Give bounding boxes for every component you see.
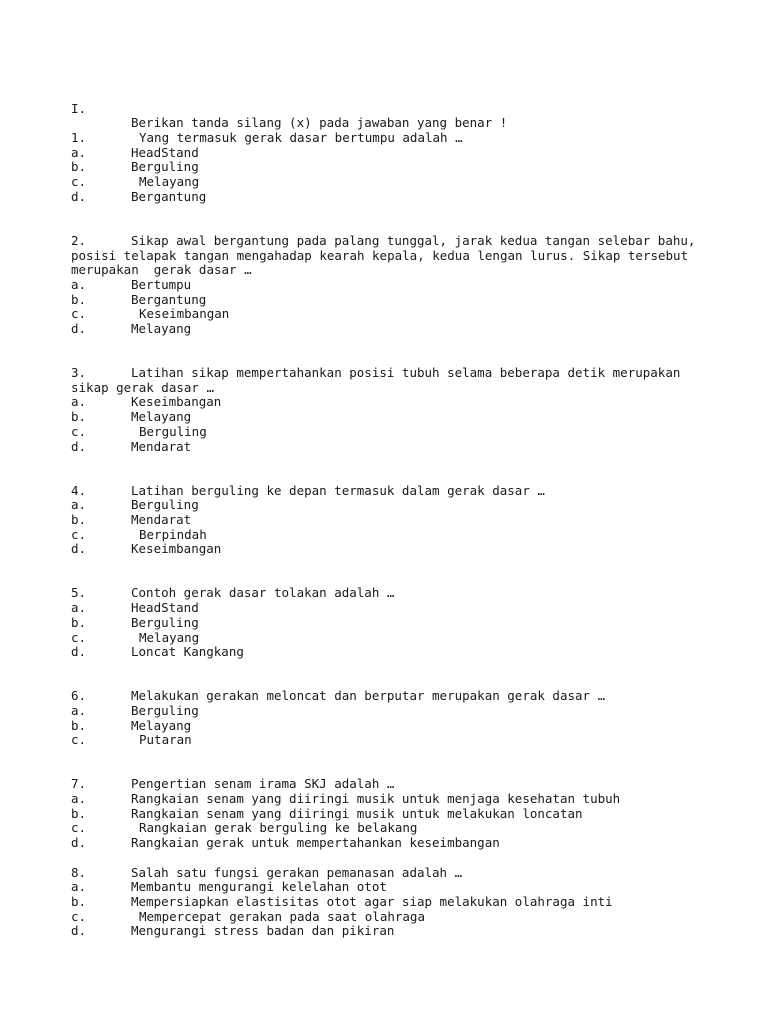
option-letter: a.: [71, 702, 87, 718]
option-text: Bertumpu: [131, 276, 192, 292]
question-number: 5.: [71, 585, 87, 601]
option-text: Melayang: [139, 629, 200, 645]
answer-option[interactable]: [71, 190, 711, 205]
option-letter: d.: [71, 188, 87, 204]
question-text: Pengertian senam irama SKJ adalah …: [131, 776, 395, 792]
option-letter: d.: [71, 835, 87, 851]
option-letter: b.: [71, 893, 87, 909]
option-text: Mempercepat gerakan pada saat olahraga: [139, 908, 425, 924]
option-text: Mendarat: [131, 438, 192, 454]
option-text: Mempersiapkan elastisitas otot agar siap melakukan olahraga inti: [131, 893, 613, 909]
answer-option[interactable]: [71, 645, 711, 660]
instruction-number: I.: [71, 100, 87, 116]
question-7: [71, 777, 711, 850]
option-text: Melayang: [131, 409, 192, 425]
question-stem: [71, 484, 711, 499]
question-stem: [71, 586, 711, 601]
option-letter: b.: [71, 159, 87, 175]
question-stem: [71, 234, 711, 249]
answer-option[interactable]: [71, 528, 711, 543]
option-text: Berpindah: [139, 526, 207, 542]
question-stem-continued: [71, 263, 711, 278]
question-text: Salah satu fungsi gerakan pemanasan adalah …: [131, 864, 463, 880]
option-letter: c.: [71, 526, 87, 542]
instruction-text: Berikan tanda silang (x) pada jawaban yang benar !: [131, 115, 508, 131]
question-2: [71, 234, 711, 337]
option-text: Berguling: [131, 702, 199, 718]
question-number: 6.: [71, 688, 87, 704]
answer-option[interactable]: [71, 792, 711, 807]
option-text: Rangkaian gerak untuk mempertahankan keseimbangan: [131, 835, 500, 851]
answer-option[interactable]: [71, 322, 711, 337]
option-text: Rangkaian senam yang diiringi musik untuk melakukan loncatan: [131, 805, 583, 821]
question-number: 7.: [71, 776, 87, 792]
question-number: 3.: [71, 365, 87, 381]
option-text: HeadStand: [131, 600, 199, 616]
option-text: Putaran: [139, 732, 192, 748]
option-letter: c.: [71, 820, 87, 836]
answer-option[interactable]: [71, 146, 711, 161]
question-1: [71, 131, 711, 204]
question-number: 1.: [71, 130, 87, 146]
answer-option[interactable]: [71, 542, 711, 557]
option-letter: b.: [71, 805, 87, 821]
question-number: 8.: [71, 864, 87, 880]
option-letter: a.: [71, 791, 87, 807]
option-letter: a.: [71, 394, 87, 410]
option-text: Berguling: [131, 614, 199, 630]
option-letter: d.: [71, 644, 87, 660]
option-text: Melayang: [131, 321, 192, 337]
question-stem: [71, 131, 711, 146]
question-text-continued: posisi telapak tangan mengahadap kearah kepala, kedua lengan lurus. Sikap tersebut: [71, 247, 689, 263]
answer-option[interactable]: [71, 513, 711, 528]
instruction-line: [71, 87, 711, 131]
option-letter: a.: [71, 144, 87, 160]
option-text: Bergantung: [131, 291, 207, 307]
option-letter: c.: [71, 423, 87, 439]
question-3: [71, 366, 711, 454]
answer-option[interactable]: [71, 821, 711, 836]
option-text: Berguling: [139, 423, 207, 439]
option-letter: d.: [71, 321, 87, 337]
answer-option[interactable]: [71, 278, 711, 293]
option-letter: a.: [71, 600, 87, 616]
option-text: Berguling: [131, 497, 199, 513]
question-text-continued: sikap gerak dasar …: [71, 379, 214, 395]
answer-option[interactable]: [71, 307, 711, 322]
answer-option[interactable]: [71, 293, 711, 308]
answer-option[interactable]: [71, 425, 711, 440]
option-letter: d.: [71, 438, 87, 454]
question-5: [71, 586, 711, 659]
option-text: Loncat Kangkang: [131, 644, 244, 660]
question-number: 4.: [71, 482, 87, 498]
question-stem: [71, 689, 711, 704]
option-letter: c.: [71, 306, 87, 322]
option-letter: c.: [71, 174, 87, 190]
question-list: [71, 131, 711, 939]
answer-option[interactable]: [71, 719, 711, 734]
answer-option[interactable]: [71, 733, 711, 748]
option-text: Keseimbangan: [131, 541, 222, 557]
option-letter: b.: [71, 291, 87, 307]
option-text: Mendarat: [131, 512, 192, 527]
question-text: Latihan berguling ke depan termasuk dalam gerak dasar …: [131, 482, 545, 498]
quiz-document: [71, 87, 711, 939]
question-6: [71, 689, 711, 748]
answer-option[interactable]: [71, 924, 711, 939]
question-number: 2.: [71, 232, 87, 248]
answer-option[interactable]: [71, 498, 711, 513]
answer-option[interactable]: [71, 631, 711, 646]
option-text: Membantu mengurangi kelelahan otot: [131, 879, 387, 895]
option-text: Berguling: [131, 159, 199, 175]
question-stem-continued: [71, 249, 711, 264]
question-4: [71, 484, 711, 557]
answer-option[interactable]: [71, 880, 711, 895]
answer-option[interactable]: [71, 160, 711, 175]
option-letter: c.: [71, 908, 87, 924]
option-letter: c.: [71, 732, 87, 748]
option-text: Bergantung: [131, 188, 207, 204]
option-text: Rangkaian gerak berguling ke belakang: [139, 820, 418, 836]
question-text: Contoh gerak dasar tolakan adalah …: [131, 585, 395, 601]
question-stem: [71, 366, 711, 381]
answer-option[interactable]: [71, 175, 711, 190]
answer-option[interactable]: [71, 807, 711, 822]
answer-option[interactable]: [71, 601, 711, 616]
option-letter: c.: [71, 629, 87, 645]
question-stem: [71, 777, 711, 792]
option-letter: d.: [71, 541, 87, 557]
option-letter: b.: [71, 717, 87, 733]
option-letter: b.: [71, 512, 87, 527]
answer-option[interactable]: [71, 410, 711, 425]
answer-option[interactable]: [71, 910, 711, 925]
option-letter: d.: [71, 923, 87, 939]
option-text: Mengurangi stress badan dan pikiran: [131, 923, 395, 939]
option-text: Keseimbangan: [139, 306, 230, 322]
answer-option[interactable]: [71, 895, 711, 910]
option-text: Melayang: [139, 174, 200, 190]
question-stem: [71, 866, 711, 881]
answer-option[interactable]: [71, 836, 711, 851]
answer-option[interactable]: [71, 704, 711, 719]
question-stem-continued: [71, 381, 711, 396]
question-text: Sikap awal bergantung pada palang tunggal, jarak kedua tangan selebar bahu,: [131, 232, 696, 248]
option-letter: a.: [71, 276, 87, 292]
option-text: HeadStand: [131, 144, 199, 160]
option-letter: b.: [71, 409, 87, 425]
answer-option[interactable]: [71, 616, 711, 631]
option-text: Rangkaian senam yang diiringi musik untuk menjaga kesehatan tubuh: [131, 791, 621, 807]
answer-option[interactable]: [71, 440, 711, 455]
question-text: Melakukan gerakan meloncat dan berputar merupakan gerak dasar …: [131, 688, 606, 704]
option-letter: a.: [71, 879, 87, 895]
question-8: [71, 866, 711, 939]
question-text-continued: merupakan gerak dasar …: [71, 262, 252, 278]
option-text: Melayang: [131, 717, 192, 733]
question-text: Yang termasuk gerak dasar bertumpu adalah …: [139, 130, 463, 146]
option-letter: b.: [71, 614, 87, 630]
option-text: Keseimbangan: [131, 394, 222, 410]
option-letter: a.: [71, 497, 87, 513]
question-text: Latihan sikap mempertahankan posisi tubuh selama beberapa detik merupakan: [131, 365, 681, 381]
answer-option[interactable]: [71, 395, 711, 410]
